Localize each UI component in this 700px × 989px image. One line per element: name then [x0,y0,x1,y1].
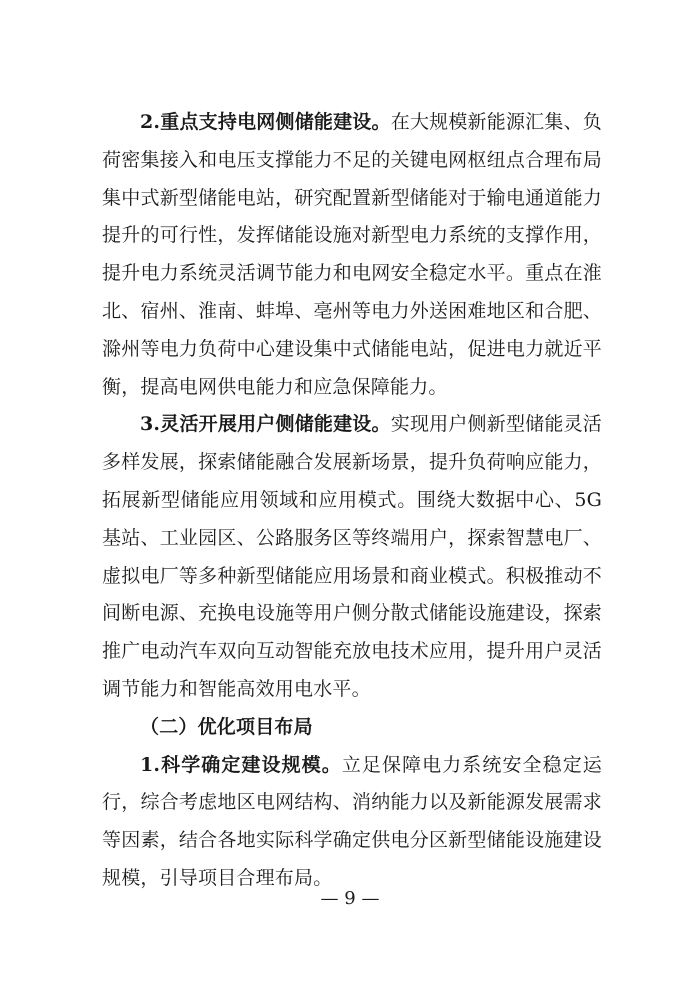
paragraph-heading: 3.灵活开展用户侧储能建设。 [140,413,391,436]
paragraph-construction-scale [102,747,602,898]
paragraph-grid-side-storage [102,104,602,406]
section-heading: （二）优化项目布局 [140,715,313,738]
paragraph-heading: 1.科学确定建设规模。 [140,753,342,776]
page-number-text: — 9 — [320,888,380,909]
paragraph-text: 在大规模新能源汇集、负荷密集接入和电压支撑能力不足的关键电网枢纽点合理布局集中式新型储能电站，研究配置新型储能对于输电通道能力提升的可行性，发挥储能设施对新型电力系统的支撑作用，提升电力系统灵活调节能力和电网安全稳定水平。重点在淮北、宿州、淮南、蚌埠、亳州等电力外送困难地区和合肥、滁州等电力负荷中心建设集中式储能电站，促进电力就近平衡，提高电网供电能力和应急保障能力。 [102,111,603,398]
paragraph-text: 立足保障电力系统安全稳定运行，综合考虑地区电网结构、消纳能力以及新能源发展需求等因素，结合各地实际科学确定供电分区新型储能设施建设规模，引导项目合理布局。 [102,753,602,889]
page-number [0,888,700,909]
paragraph-heading: 2.重点支持电网侧储能建设。 [140,111,391,133]
paragraph-text: 实现用户侧新型储能灵活多样发展，探索储能融合发展新场景，提升负荷响应能力，拓展新型储能应用领域和应用模式。围绕大数据中心、5G基站、工业园区、公路服务区等终端用户，探索智慧电厂、虚拟电厂等多种新型储能应用场景和商业模式。积极推动不间断电源、充换电设施等用户侧分散式储能设施建设，探索推广电动汽车双向互动智能充放电技术应用，提升用户灵活调节能力和智能高效用电水平。 [102,413,603,700]
document-body [102,104,602,898]
paragraph-user-side-storage [102,406,602,708]
